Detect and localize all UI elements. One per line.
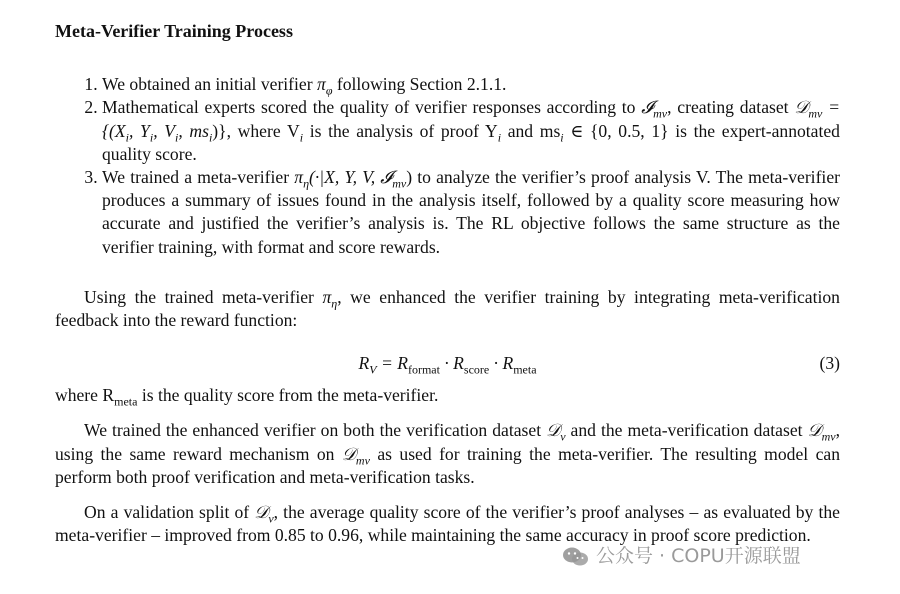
paragraph-text: , the average quality score of the verifier’s proof analyses – as evaluated by the meta-verifier – improved from 0.85 to 0.96, while maintaining the same accuracy in proof score prediction. — [55, 502, 840, 546]
math-subscript: v — [560, 429, 566, 444]
step-text: We trained a meta-verifier — [102, 167, 295, 188]
math-subscript: mv — [821, 429, 836, 444]
wechat-icon — [562, 546, 590, 568]
paragraph-text: where R — [55, 385, 115, 406]
step-text: following Section 2.1.1. — [332, 74, 507, 95]
math-symbol: 𝒟 — [254, 502, 269, 523]
step-text: , creating dataset — [667, 97, 795, 118]
math-subscript: η — [303, 176, 310, 191]
paragraph-text: , we enhanced the verifier training by integrating meta-verification feedback into the reward function: — [55, 286, 840, 331]
math-subscript: i — [175, 130, 179, 145]
step-text: ∈ {0, 0.5, 1} is the expert-annotated quality score. — [102, 120, 840, 164]
math-subscript: i — [299, 130, 304, 145]
step-text: Mathematical experts scored the quality of verifier responses according to — [102, 97, 642, 118]
math-subscript: i — [497, 130, 502, 145]
step-text: ) to analyze the verifier’s proof analysis V. The meta-verifier produces a summary of issues found in the analysis itself, followed by a quality score measuring how accurate and justified the verifier’s analysis is. The RL objective follows the same structure as the verifier training, with format and score rewards. — [102, 167, 840, 257]
math-subscript: V — [369, 362, 377, 377]
math-expression: (·|X, Y, V, 𝓘 — [309, 167, 393, 188]
paragraph-text: We trained the enhanced verifier on both the verification dataset — [84, 420, 547, 441]
paragraph — [55, 286, 840, 332]
math-subscript: mv — [355, 453, 370, 468]
paragraph — [55, 384, 840, 407]
paragraph — [55, 419, 840, 489]
list-item — [102, 73, 840, 96]
math-symbol: π — [322, 286, 332, 307]
math-subscript: i — [560, 130, 564, 145]
math-expression: , Y — [129, 120, 150, 141]
math-subscript: mv — [653, 106, 668, 121]
math-symbol: 𝓘 — [641, 97, 654, 118]
math-symbol: π — [317, 74, 326, 95]
math-symbol: 𝒟 — [794, 97, 809, 118]
math-subscript: mv — [392, 176, 407, 191]
math-subscript: format — [407, 362, 440, 377]
math-symbol: R — [358, 353, 370, 374]
list-item — [102, 96, 840, 166]
watermark — [562, 545, 801, 568]
step-text: We obtained an initial verifier — [102, 74, 317, 95]
math-subscript: i — [208, 130, 213, 145]
paragraph-text: , using the same reward mechanism on — [55, 420, 840, 464]
math-subscript: mv — [808, 106, 823, 121]
math-expression: = R — [376, 353, 408, 374]
section-heading: Meta-Verifier Training Process — [55, 21, 293, 41]
paragraph-text: is the quality score from the meta-verifier. — [137, 385, 439, 406]
watermark-text: 公众号 · COPU开源联盟 — [596, 545, 801, 567]
math-symbol: 𝒟 — [341, 443, 356, 464]
step-text: and ms — [501, 120, 561, 141]
paragraph-text: and the meta-verification dataset — [565, 420, 808, 441]
math-symbol: π — [294, 167, 304, 188]
math-expression: , V — [153, 120, 175, 141]
math-subscript: i — [149, 130, 154, 145]
math-subscript: v — [268, 511, 274, 526]
paragraph — [55, 501, 840, 547]
math-symbol: 𝒟 — [546, 420, 561, 441]
math-expression: · R — [489, 353, 514, 374]
math-subscript: meta — [114, 394, 138, 409]
step-text: )}, where V — [212, 120, 300, 141]
equation-block — [55, 340, 840, 384]
math-subscript: φ — [325, 83, 333, 98]
paragraph-text: as used for training the meta-verifier. The resulting model can perform both proof verification and meta-verification tasks. — [55, 443, 840, 487]
math-subscript: η — [331, 296, 338, 311]
paragraph-text: On a validation split of — [84, 502, 255, 523]
math-expression: , ms — [178, 120, 209, 141]
training-steps-list — [55, 73, 840, 259]
math-subscript: score — [463, 362, 490, 377]
math-symbol: 𝒟 — [807, 420, 822, 441]
equation-number: (3) — [819, 353, 840, 374]
step-text: is the analysis of proof Y — [303, 120, 498, 141]
math-expression: · R — [439, 353, 464, 374]
math-expression: = {(X — [102, 97, 840, 141]
paragraph-text: Using the trained meta-verifier — [84, 286, 323, 307]
list-item — [102, 166, 840, 259]
math-subscript: i — [125, 130, 129, 145]
math-subscript: meta — [513, 362, 537, 377]
equation — [55, 352, 840, 375]
paper-page — [55, 20, 840, 547]
